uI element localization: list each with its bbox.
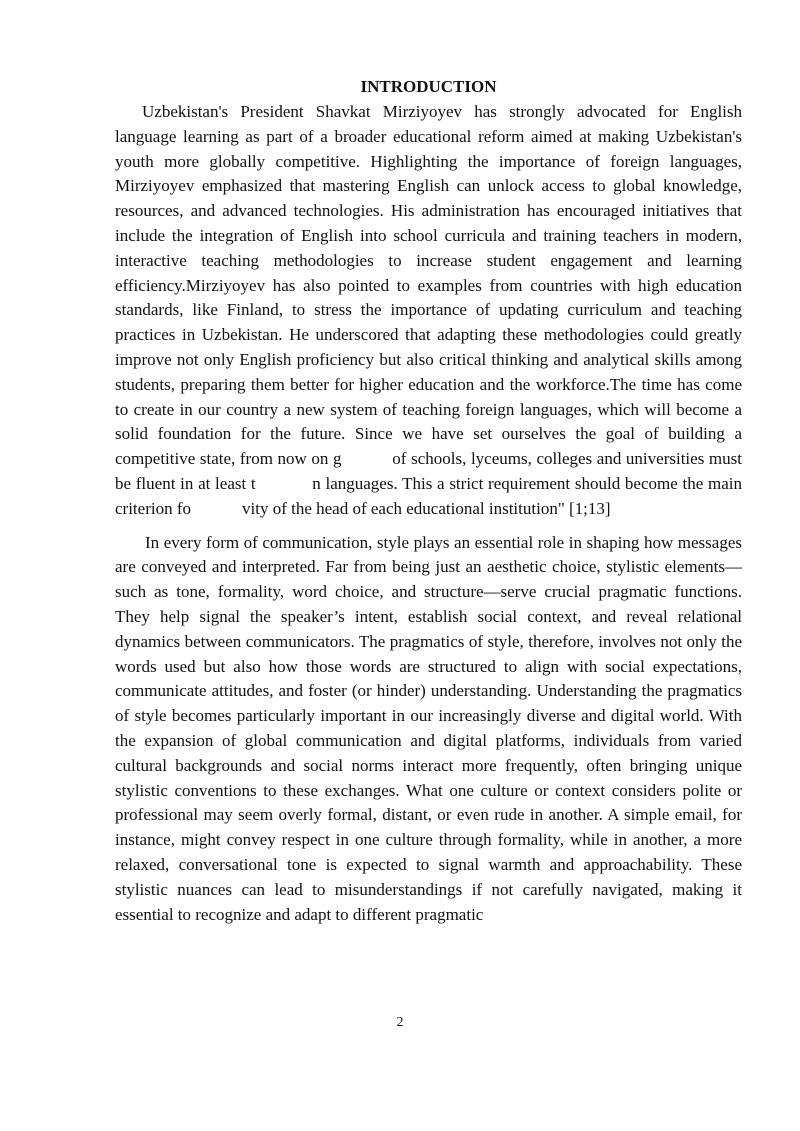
document-page [115, 76, 747, 927]
paragraph-introduction: Uzbekistan's President Shavkat Mirziyoyev has strongly advocated for English language learning as part of a broader educational reform aimed at making Uzbekistan's youth more globally competitive. Highlighting the importance of foreign languages, Mirziyoyev emphasized that mastering English can unlock access to global knowledge, resources, and advanced technologies. His administration has encouraged initiatives that include the integration of English into school curricula and training teachers in modern, interactive teaching methodologies to increase student engagement and learning efficiency.Mirziyoyev has also pointed to examples from countries with high education standards, like Finland, to stress the importance of updating curriculum and teaching practices in Uzbekistan. He underscored that adapting these methodologies could greatly improve not only English proficiency but also critical thinking and analytical skills among students, preparing them better for higher education and the workforce.The time has come to create in our country a new system of teaching foreign languages, which will become a solid foundation for the future. Since we have set ourselves the goal of building a competitive state, from now on g of schools, lyceums, colleges and universities must be fluent in at least t n languages. This a strict requirement should become the main criterion fo vity of the head of each educational institution" [1;13] [115, 102, 747, 518]
section-heading: INTRODUCTION [360, 77, 497, 96]
paragraph-pragmatics-of-style: In every form of communication, style plays an essential role in shaping how messages are conveyed and interpreted. Far from being just an aesthetic choice, stylistic elements—such as tone, formality, word choice, and structure—serve crucial pragmatic functions. They help signal the speaker’s intent, establish social context, and reveal relational dynamics between communicators. The pragmatics of style, therefore, involves not only the words used but also how those words are structured to align with social expectations, communicate attitudes, and foster (or hinder) understanding. Understanding the pragmatics of style becomes particularly important in our increasingly diverse and digital world. With the expansion of global communication and digital platforms, individuals from varied cultural backgrounds and social norms interact more frequently, often bringing unique stylistic conventions to these exchanges. What one culture or context considers polite or professional may seem overly formal, distant, or even rude in another. A simple email, for instance, might convey respect in one culture through formality, while in another, a more relaxed, conversational tone is expected to signal warmth and approachability. These stylistic nuances can lead to misunderstandings if not carefully navigated, making it essential to recognize and adapt to different pragmatic [115, 532, 742, 924]
page-number: 2 [396, 1015, 404, 1030]
